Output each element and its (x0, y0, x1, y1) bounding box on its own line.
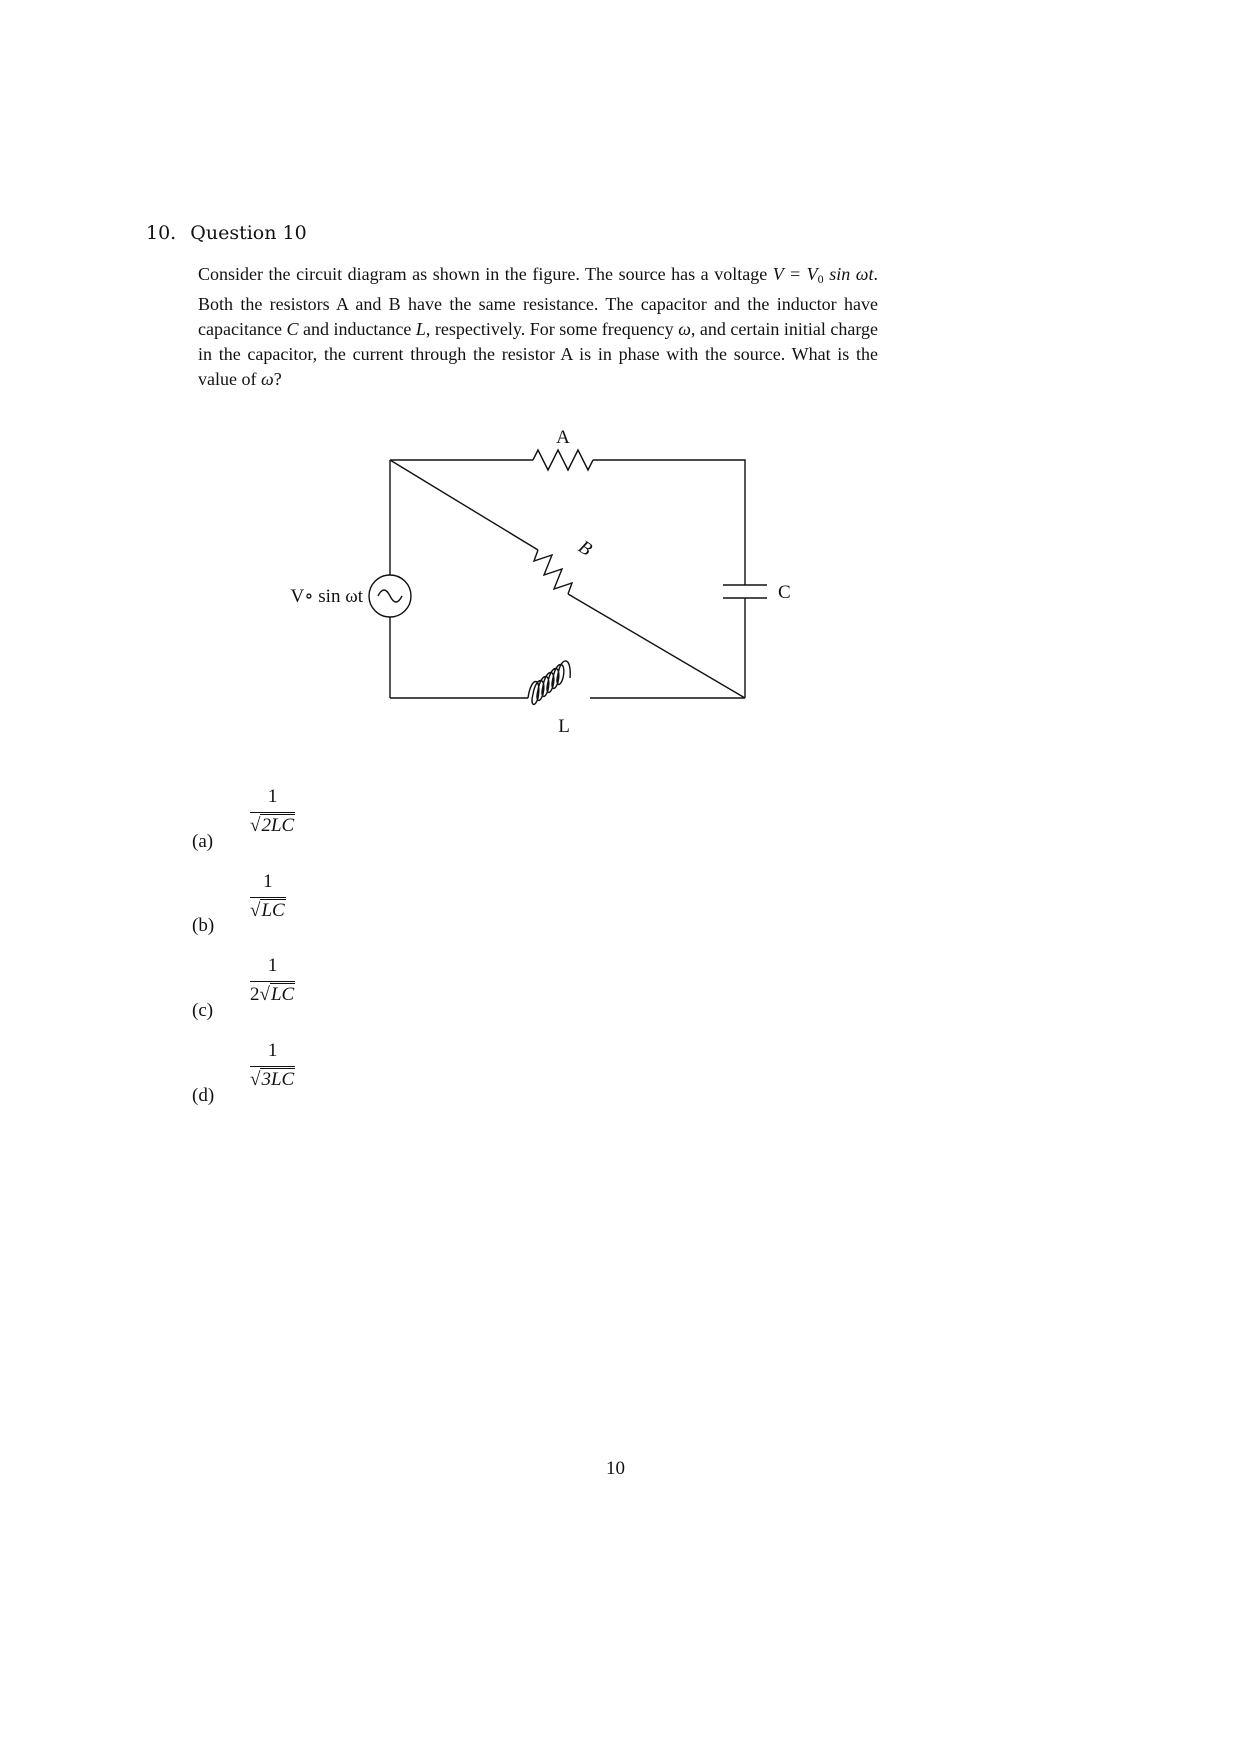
question-text-part-4: , respectively. For some frequency (425, 319, 679, 339)
resistor-a-label: A (556, 427, 570, 448)
question-text-part-3: and inductance (298, 319, 416, 339)
circuit-diagram (280, 420, 840, 750)
option-c-value (250, 955, 295, 1006)
page-number: 10 (606, 1458, 625, 1479)
math-voltage-main: V = V (772, 264, 818, 284)
option-c-radicand: LC (270, 984, 295, 1005)
option-d-numerator: 1 (250, 1040, 295, 1067)
diagonal-wire-upper (390, 460, 538, 550)
top-wire-right (593, 460, 745, 585)
option-b-value (250, 871, 286, 922)
option-b-numerator: 1 (250, 871, 286, 898)
capacitor-label: C (778, 582, 791, 603)
source-label: V∘ sin ωt (290, 586, 363, 607)
option-d-value (250, 1040, 295, 1091)
inductor-label: L (558, 716, 570, 737)
question-text-part-1: Consider the circuit diagram as shown in the figure. The source has a voltage (198, 264, 773, 284)
option-c-numerator: 1 (250, 955, 295, 982)
math-omega: ω (678, 319, 691, 339)
math-omega-question: ω (260, 369, 274, 389)
option-a-denominator: √2LC (250, 815, 295, 836)
question-text (198, 262, 878, 392)
question-number: 10. (146, 222, 177, 244)
option-d-label: (d) (192, 1085, 215, 1106)
option-b-denominator: √LC (250, 900, 285, 921)
option-b-radicand: LC (261, 900, 285, 921)
math-voltage (773, 264, 874, 284)
question-title: Question 10 (190, 222, 307, 244)
option-c-prefix: 2 (250, 984, 260, 1005)
option-a-value (250, 786, 295, 837)
option-d-radicand: 3LC (261, 1069, 295, 1090)
question-text-part-5: , and certain initial charge in the capacitor, the current through the resistor A is in phase with the source. What is the value of (198, 319, 878, 389)
ac-source-wave (378, 590, 402, 602)
option-c-label: (c) (192, 1000, 214, 1021)
resistor-b-label: B (574, 536, 596, 561)
option-a-label: (a) (192, 831, 214, 852)
question-text-part-2: . Both the resistors A and B have the same resistance. The capacitor and the inductor have capacitance (198, 264, 878, 339)
math-inductance: L (415, 319, 426, 339)
question-text-part-6: ? (273, 369, 282, 389)
option-a-numerator: 1 (250, 786, 295, 813)
math-voltage-rest: sin ωt (823, 264, 874, 284)
option-d-denominator: √3LC (250, 1069, 295, 1090)
option-b-label: (b) (192, 915, 215, 936)
resistor-b (534, 550, 572, 594)
option-c-denominator: 2√LC (250, 984, 295, 1005)
math-capacitance: C (286, 319, 299, 339)
inductor-l (528, 661, 570, 704)
question-heading (146, 222, 307, 244)
diagonal-wire-lower (568, 594, 745, 698)
math-voltage-subscript: 0 (817, 272, 824, 286)
option-a-radicand: 2LC (261, 815, 295, 836)
resistor-a (533, 450, 593, 470)
